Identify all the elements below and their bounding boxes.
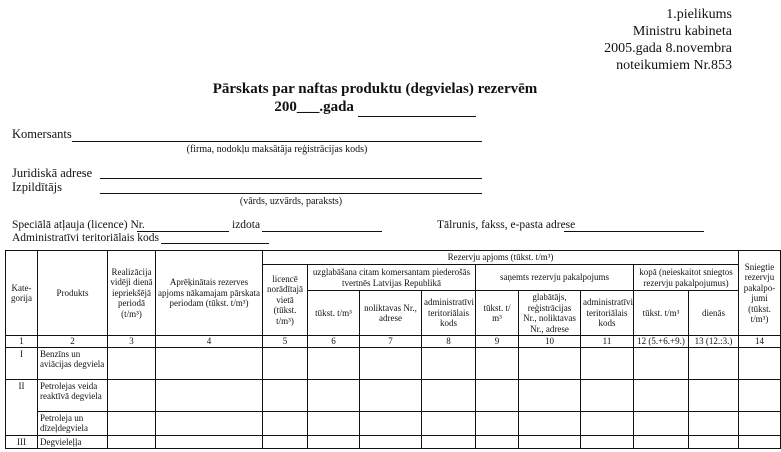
header-aprekinatais: Aprēķinātais rezerves apjoms nākamajam pārskata periodam (tūkst. t/m³) [156, 251, 263, 336]
table-row [6, 435, 781, 449]
annex-reference [432, 6, 732, 74]
header-produkts: Produkts [38, 251, 108, 336]
izpilditajs-label: Izpildītājs [12, 180, 62, 194]
juridiska-adrese-label: Juridiskā adrese [12, 166, 93, 180]
annex-line-4: noteikumiem Nr.853 [616, 58, 732, 73]
data-cell[interactable] [581, 411, 634, 435]
header-tukst-3: tūkst. t/m³ [634, 291, 689, 336]
admin-kods-label: Administratīvi teritoriālais kods [12, 232, 159, 244]
data-cell[interactable] [108, 347, 156, 379]
data-cell[interactable] [360, 379, 422, 411]
data-cell[interactable] [689, 435, 739, 449]
data-cell[interactable] [581, 435, 634, 449]
col-number: 9 [476, 336, 519, 348]
data-cell[interactable] [156, 379, 263, 411]
header-rezervju-apjoms: Rezervju apjoms (tūkst. t/m³) [263, 251, 739, 265]
col-number: 14 [739, 336, 781, 348]
data-cell[interactable] [634, 435, 689, 449]
header-sanemts: saņemts rezervju pakalpojums [476, 265, 634, 291]
talrunis-field[interactable] [564, 231, 704, 232]
header-tukst-2: tūkst. t/ m³ [476, 291, 519, 336]
data-cell[interactable] [519, 347, 581, 379]
row-category: I [6, 347, 38, 379]
column-number-row [6, 336, 781, 348]
data-cell[interactable] [739, 411, 781, 435]
col-number: 3 [108, 336, 156, 348]
data-cell[interactable] [634, 347, 689, 379]
row-product: Benzīns un aviācijas degviela [38, 347, 108, 379]
data-cell[interactable] [581, 379, 634, 411]
data-cell[interactable] [360, 347, 422, 379]
col-number: 12 (5.+6.+9.) [634, 336, 689, 348]
data-cell[interactable] [476, 347, 519, 379]
data-cell[interactable] [422, 379, 476, 411]
komersants-field[interactable] [72, 141, 482, 142]
data-cell[interactable] [689, 347, 739, 379]
col-number: 11 [581, 336, 634, 348]
col-number: 4 [156, 336, 263, 348]
header-dienas: dienās [689, 291, 739, 336]
data-cell[interactable] [422, 411, 476, 435]
data-cell[interactable] [634, 379, 689, 411]
header-admin-1: administratīvi teritoriālais kods [422, 291, 476, 336]
data-cell[interactable] [308, 379, 360, 411]
data-cell[interactable] [308, 411, 360, 435]
data-cell[interactable] [263, 435, 308, 449]
document-title [0, 80, 750, 117]
data-cell[interactable] [360, 435, 422, 449]
data-cell[interactable] [263, 347, 308, 379]
juridiska-adrese-field[interactable] [100, 178, 482, 179]
header-licence-vieta: licencē norādītajā vietā (tūkst. t/m³) [263, 265, 308, 336]
header-realizacija: Realizācija vidēji dienā iepriekšējā periodā (t/m³) [108, 251, 156, 336]
izdota-field[interactable] [262, 231, 382, 232]
komersants-label: Komersants [12, 127, 72, 141]
annex-line-3: 2005.gada 8.novembra [604, 41, 732, 56]
row-product: Petroleja un dīzeļdegviela [38, 411, 108, 435]
reserves-table [5, 250, 781, 449]
col-number: 10 [519, 336, 581, 348]
col-number: 8 [422, 336, 476, 348]
data-cell[interactable] [308, 435, 360, 449]
data-cell[interactable] [156, 435, 263, 449]
title-line-2 [0, 98, 750, 117]
data-cell[interactable] [476, 435, 519, 449]
header-admin-2: administratīvi teritoriālais kods [581, 291, 634, 336]
data-cell[interactable] [156, 411, 263, 435]
table-row [6, 379, 781, 411]
header-uzglabasana: uzglabāšana citam komersantam piederošās tvertnēs Latvijas Republikā [308, 265, 476, 291]
data-cell[interactable] [519, 411, 581, 435]
izpilditajs-field[interactable] [100, 193, 482, 194]
data-cell[interactable] [689, 379, 739, 411]
title-year-prefix: 200___.gada [274, 99, 354, 115]
data-cell[interactable] [476, 411, 519, 435]
data-cell[interactable] [360, 411, 422, 435]
annex-line-1: 1.pielikums [666, 7, 732, 22]
row-product: Degvieleļļa [38, 435, 108, 449]
row-product: Petrolejas veida reaktīvā degviela [38, 379, 108, 411]
col-number: 6 [308, 336, 360, 348]
header-noliktavas: noliktavas Nr., adrese [360, 291, 422, 336]
admin-kods-field[interactable] [161, 243, 269, 244]
header-kategorija: Kate-gorija [6, 251, 38, 336]
col-number: 7 [360, 336, 422, 348]
data-cell[interactable] [422, 347, 476, 379]
header-kopa: kopā (neieskaitot sniegtos rezervju pakalpojumus) [634, 265, 739, 291]
izdota-label: izdota [232, 219, 261, 231]
komersants-caption: (firma, nodokļu maksātāja reģistrācijas kods) [186, 144, 368, 155]
data-cell[interactable] [308, 347, 360, 379]
data-cell[interactable] [108, 379, 156, 411]
table-row [6, 411, 781, 435]
row-category: II [6, 379, 38, 435]
data-cell[interactable] [689, 411, 739, 435]
data-cell[interactable] [519, 379, 581, 411]
talrunis-label: Tālrunis, fakss, e-pasta adrese [437, 219, 576, 231]
data-cell[interactable] [108, 435, 156, 449]
data-cell[interactable] [263, 379, 308, 411]
data-cell[interactable] [739, 347, 781, 379]
data-cell[interactable] [634, 411, 689, 435]
data-cell[interactable] [581, 347, 634, 379]
header-glabatajs: glabātājs, reģistrācijas Nr., noliktavas Nr., adrese [519, 291, 581, 336]
izpilditajs-caption: (vārds, uzvārds, paraksts) [239, 196, 343, 207]
header-sniegtie: Sniegtie rezervju pakalpo-jumi (tūkst. t/m³) [739, 251, 781, 336]
data-cell[interactable] [263, 411, 308, 435]
data-cell[interactable] [156, 347, 263, 379]
data-cell[interactable] [422, 435, 476, 449]
header-tukst-1: tūkst. t/m³ [308, 291, 360, 336]
row-category: III [6, 435, 38, 449]
col-number: 2 [38, 336, 108, 348]
title-line-1: Pārskats par naftas produktu (degvielas) rezervēm [212, 81, 538, 97]
licence-label: Speciālā atļauja (licence) Nr. [12, 219, 145, 231]
data-cell[interactable] [739, 379, 781, 411]
data-cell[interactable] [476, 379, 519, 411]
data-cell[interactable] [108, 411, 156, 435]
data-cell[interactable] [739, 435, 781, 449]
title-date-blank[interactable] [358, 98, 476, 117]
col-number: 5 [263, 336, 308, 348]
table-row [6, 347, 781, 379]
annex-line-2: Ministru kabineta [632, 24, 732, 39]
col-number: 13 (12.:3.) [689, 336, 739, 348]
col-number: 1 [6, 336, 38, 348]
data-cell[interactable] [519, 435, 581, 449]
